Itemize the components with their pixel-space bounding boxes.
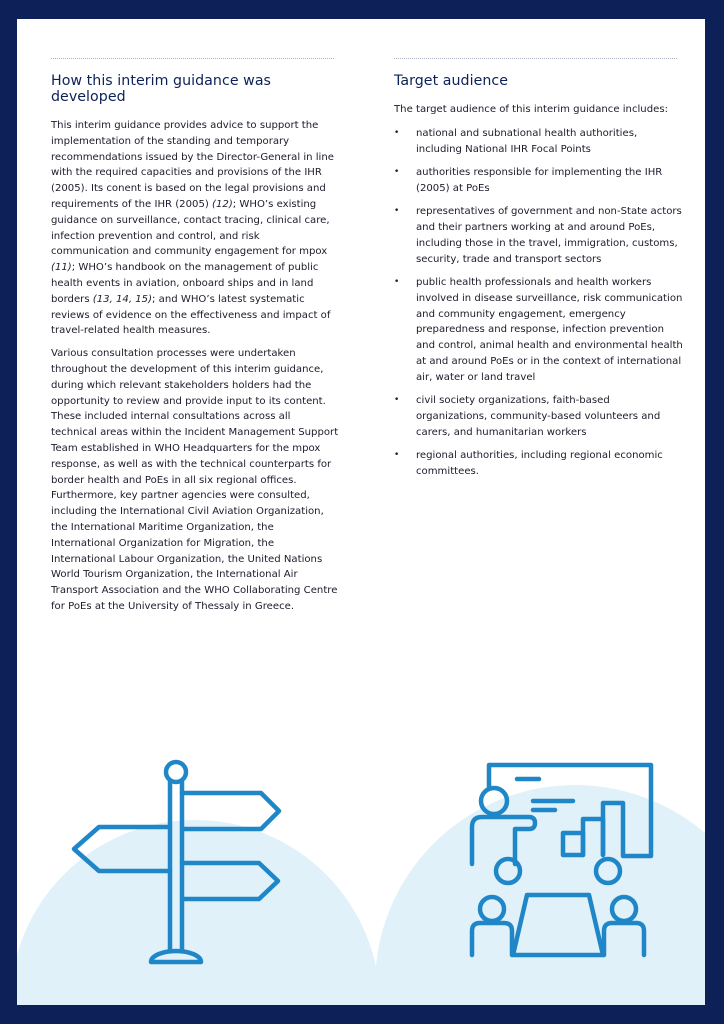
list-item: • representatives of government and non-State actors and their partners working at and around PoEs, including those in the travel, immigration, customs, security, trade and transport sectors: [394, 204, 684, 267]
list-item: • regional authorities, including regional economic committees.: [394, 448, 684, 480]
left-heading: How this interim guidance was developed: [51, 73, 271, 105]
consultation-paragraph: Various consultation processes were undertaken throughout the development of this interim guidance, during which relevant stakeholders holders had the opportunity to review and provide input to its content. These included internal consultations across all technical areas within the Incident Management Support Team established in WHO Headquarters for the mpox response, as well as with the technical counterparts for border health and PoEs in all six regional offices. Furthermore, key partner agencies were consulted, including the International Civil Aviation Organization, the International Maritime Organization, the International Organization for Migration, the International Labour Organization, the United Nations World Tourism Organization, the International Air Transport Association and the WHO Collaborating Centre for PoEs at the University of Thessaly in Greece.: [51, 348, 339, 612]
document-page: [17, 19, 705, 1005]
reference-11[interactable]: (11): [51, 262, 72, 274]
left-dotted-rule: [51, 58, 334, 59]
right-heading: Target audience: [394, 73, 509, 89]
reference-12[interactable]: (12): [212, 198, 233, 210]
right-dotted-rule: [394, 58, 677, 59]
audience-list: [394, 126, 684, 480]
right-column: [394, 73, 684, 487]
list-item: • public health professionals and health workers involved in disease surveillance, risk communication and community engagement, emergency preparedness and response, infection prevention and control, animal health and environmental health at and around PoEs or in the context of international air, water or land travel: [394, 275, 684, 386]
left-column: [51, 73, 339, 622]
audience-intro: The target audience of this interim guidance includes:: [394, 104, 668, 115]
presentation-meeting-icon: [375, 765, 705, 1005]
development-paragraph: This interim guidance provides advice to support the implementation of the standing and temporary recommendations issued by the Director-General in line with the required capacities and provisions of the IHR (2005). Its conent is based on the legal provisions and requirements of the IHR (2005) (12); WHO’s existing guidance on surveillance, contact tracing, clinical care, infection prevention and control, and risk communication and community engagement for mpox (11); WHO’s handbook on the management of public health events in aviation, onboard ships and in land borders (13, 14, 15); and WHO’s latest systematic reviews of evidence on the effectiveness and impact of travel-related health measures.: [51, 120, 334, 337]
reference-13-15[interactable]: (13, 14, 15): [92, 293, 153, 305]
list-item: • authorities responsible for implementing the IHR (2005) at PoEs: [394, 165, 684, 197]
list-item: • civil society organizations, faith-based organizations, community-based volunteers and carers, and humanitarian workers: [394, 393, 684, 440]
list-item: • national and subnational health authorities, including National IHR Focal Points: [394, 126, 684, 158]
signpost-icon: [17, 762, 380, 1005]
